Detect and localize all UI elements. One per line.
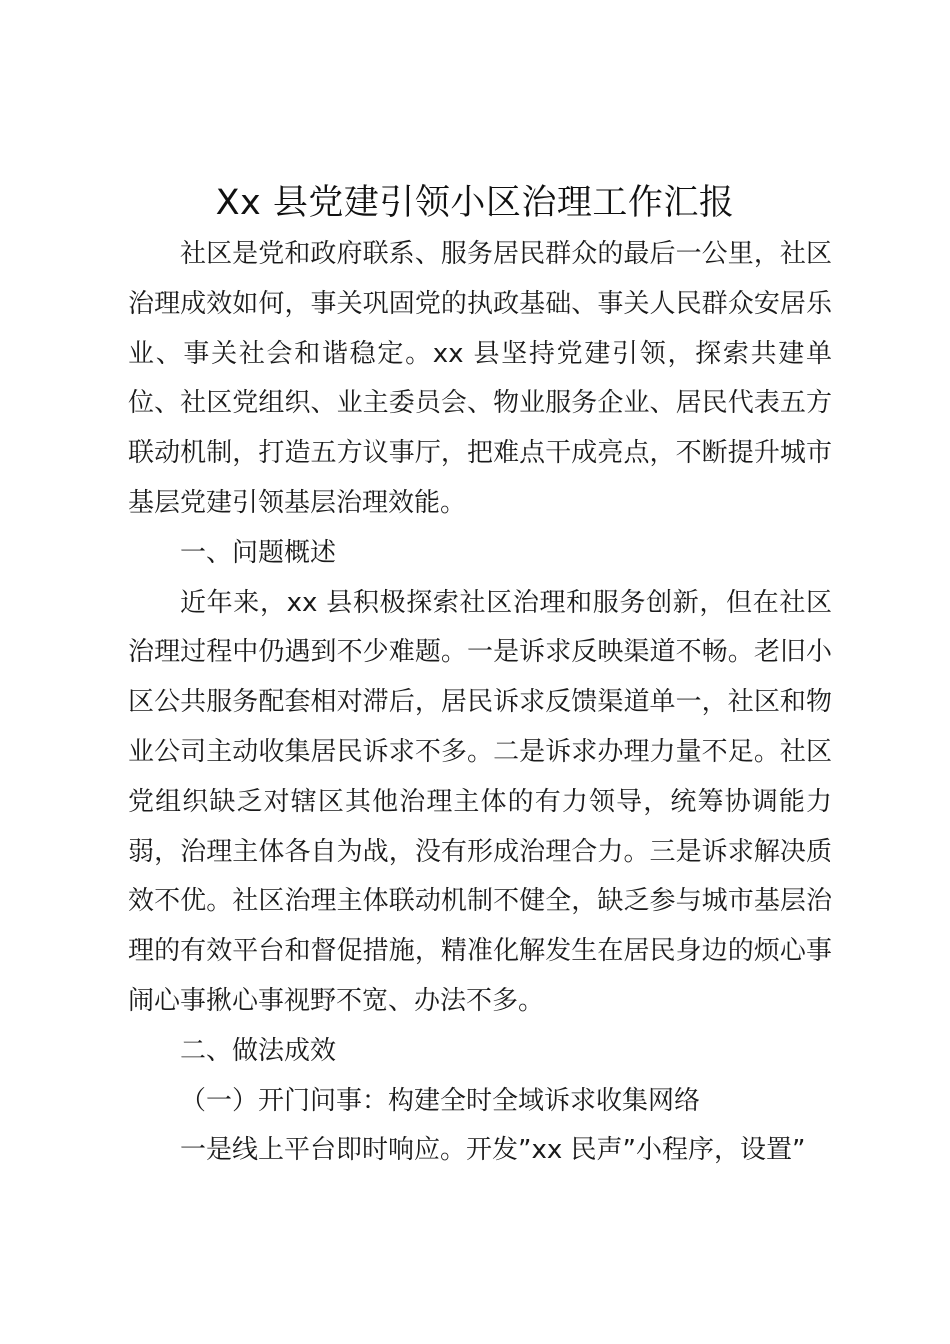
subsection-heading-1: （一）开门问事：构建全时全域诉求收集网络	[180, 1085, 701, 1116]
practices-paragraph: 一是线上平台即时响应。开发”xx 民声”小程序，设置”	[180, 1135, 806, 1166]
section-heading-practices: 二、做法成效	[180, 1035, 337, 1066]
section-heading-problems: 一、问题概述	[180, 537, 337, 568]
document-body	[128, 230, 832, 1176]
document-title: Xx 县党建引领小区治理工作汇报	[215, 183, 735, 223]
problems-paragraph: 近年来，xx 县积极探索社区治理和服务创新，但在社区治理过程中仍遇到不少难题。一是诉求反映渠道不畅。老旧小区公共服务配套相对滞后，居民诉求反馈渠道单一，社区和物业公司主动收集居民诉求不多。二是诉求办理力量不足。社区党组织缺乏对辖区其他治理主体的有力领导，统筹协调能力弱，治理主体各自为战，没有形成治理合力。三是诉求解决质效不优。社区治理主体联动机制不健全，缺乏参与城市基层治理的有效平台和督促措施，精准化解发生在居民身边的烦心事闹心事揪心事视野不宽、办法不多。	[128, 587, 832, 1016]
intro-paragraph: 社区是党和政府联系、服务居民群众的最后一公里，社区治理成效如何，事关巩固党的执政基础、事关人民群众安居乐业、事关社会和谐稳定。xx 县坚持党建引领，探索共建单位、社区党组织、业主委员会、物业服务企业、居民代表五方联动机制，打造五方议事厅，把难点干成亮点，不断提升城市基层党建引领基层治理效能。	[128, 239, 832, 518]
